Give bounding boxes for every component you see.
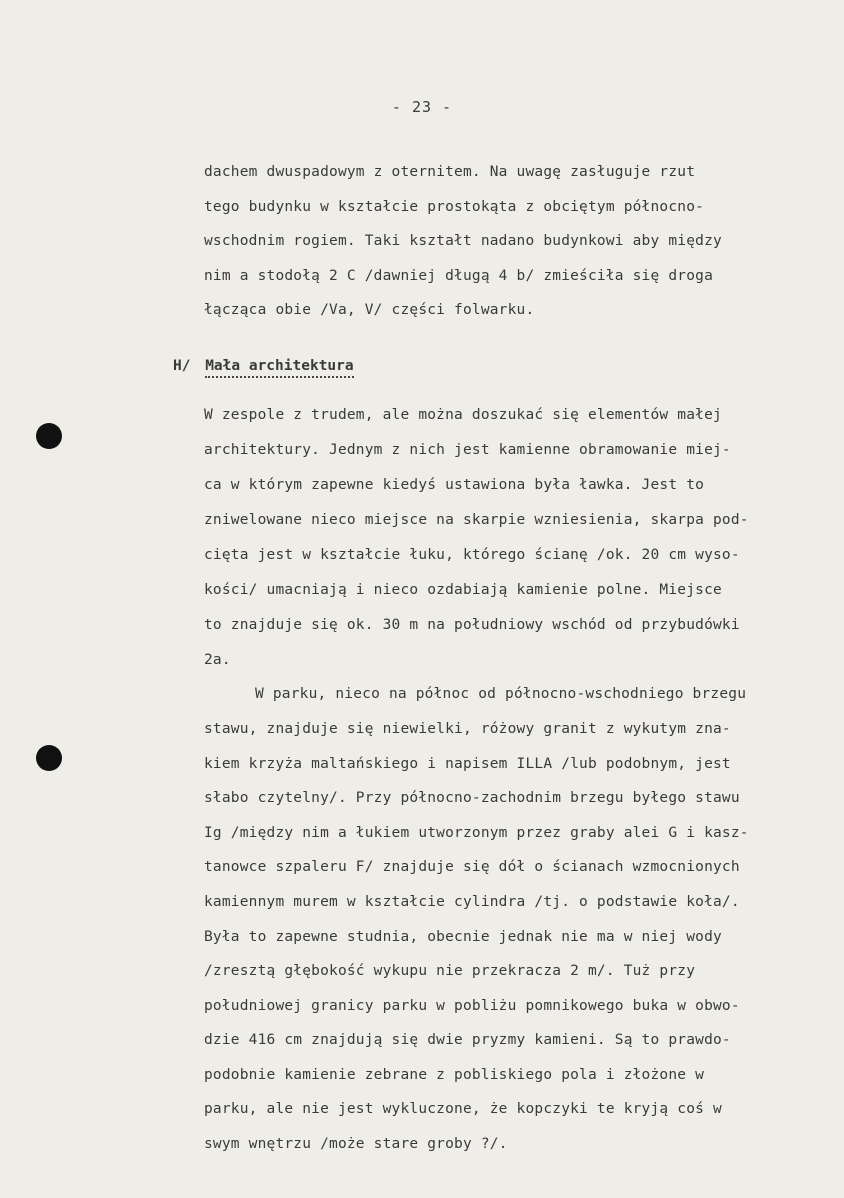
paragraph-1-line: tego budynku w kształcie prostokąta z obciętym północno-	[204, 199, 705, 215]
paragraph-3-line: tanowce szpaleru F/ znajduje się dół o ścianach wzmocnionych	[204, 859, 740, 875]
paragraph-1-line: łącząca obie /Va, V/ części folwarku.	[204, 302, 535, 318]
paragraph-3-line: kamiennym murem w kształcie cylindra /tj. o podstawie koła/.	[204, 894, 740, 910]
punch-hole	[36, 745, 62, 771]
paragraph-3-line: Była to zapewne studnia, obecnie jednak nie ma w niej wody	[204, 929, 722, 945]
paragraph-3-line: /zresztą głębokość wykupu nie przekracza 2 m/. Tuż przy	[204, 963, 696, 979]
paragraph-2-line: W zespole z trudem, ale można doszukać się elementów małej	[204, 407, 722, 423]
paragraph-3-line: stawu, znajduje się niewielki, różowy granit z wykutym zna-	[204, 721, 731, 737]
paragraph-3-line: słabo czytelny/. Przy północno-zachodnim brzegu byłego stawu	[204, 790, 740, 806]
section-heading	[173, 358, 354, 374]
paragraph-1-line: nim a stodołą 2 C /dawniej długą 4 b/ zmieściła się droga	[204, 268, 713, 284]
paragraph-3-line: W parku, nieco na północ od północno-wschodniego brzegu	[255, 686, 747, 702]
section-marker: H/	[173, 358, 191, 374]
paragraph-3-line: Ig /między nim a łukiem utworzonym przez graby alei G i kasz-	[204, 825, 749, 841]
paragraph-3-line: południowej granicy parku w pobliżu pomnikowego buka w obwo-	[204, 998, 740, 1014]
paragraph-3-line: podobnie kamienie zebrane z pobliskiego pola i złożone w	[204, 1067, 705, 1083]
paragraph-2-line: cięta jest w kształcie łuku, którego ścianę /ok. 20 cm wyso-	[204, 547, 740, 563]
paragraph-3-line: parku, ale nie jest wykluczone, że kopczyki te kryją coś w	[204, 1101, 722, 1117]
paragraph-3-line: kiem krzyża maltańskiego i napisem ILLA /lub podobnym, jest	[204, 756, 731, 772]
paragraph-2-line: kości/ umacniają i nieco ozdabiają kamienie polne. Miejsce	[204, 582, 722, 598]
paragraph-3-line: dzie 416 cm znajdują się dwie pryzmy kamieni. Są to prawdo-	[204, 1032, 731, 1048]
paragraph-2-line: ca w którym zapewne kiedyś ustawiona była ławka. Jest to	[204, 477, 705, 493]
section-title: Mała architektura	[205, 358, 353, 378]
page-number: - 23 -	[391, 98, 453, 116]
punch-hole	[36, 423, 62, 449]
paragraph-2-line: 2a.	[204, 652, 231, 668]
paragraph-1-line: dachem dwuspadowym z oternitem. Na uwagę zasługuje rzut	[204, 164, 696, 180]
paragraph-1-line: wschodnim rogiem. Taki kształt nadano budynkowi aby między	[204, 233, 722, 249]
paragraph-2-line: architektury. Jednym z nich jest kamienne obramowanie miej-	[204, 442, 731, 458]
paragraph-3-line: swym wnętrzu /może stare groby ?/.	[204, 1136, 508, 1152]
paragraph-2-line: zniwelowane nieco miejsce na skarpie wzniesienia, skarpa pod-	[204, 512, 749, 528]
paragraph-2-line: to znajduje się ok. 30 m na południowy wschód od przybudówki	[204, 617, 740, 633]
